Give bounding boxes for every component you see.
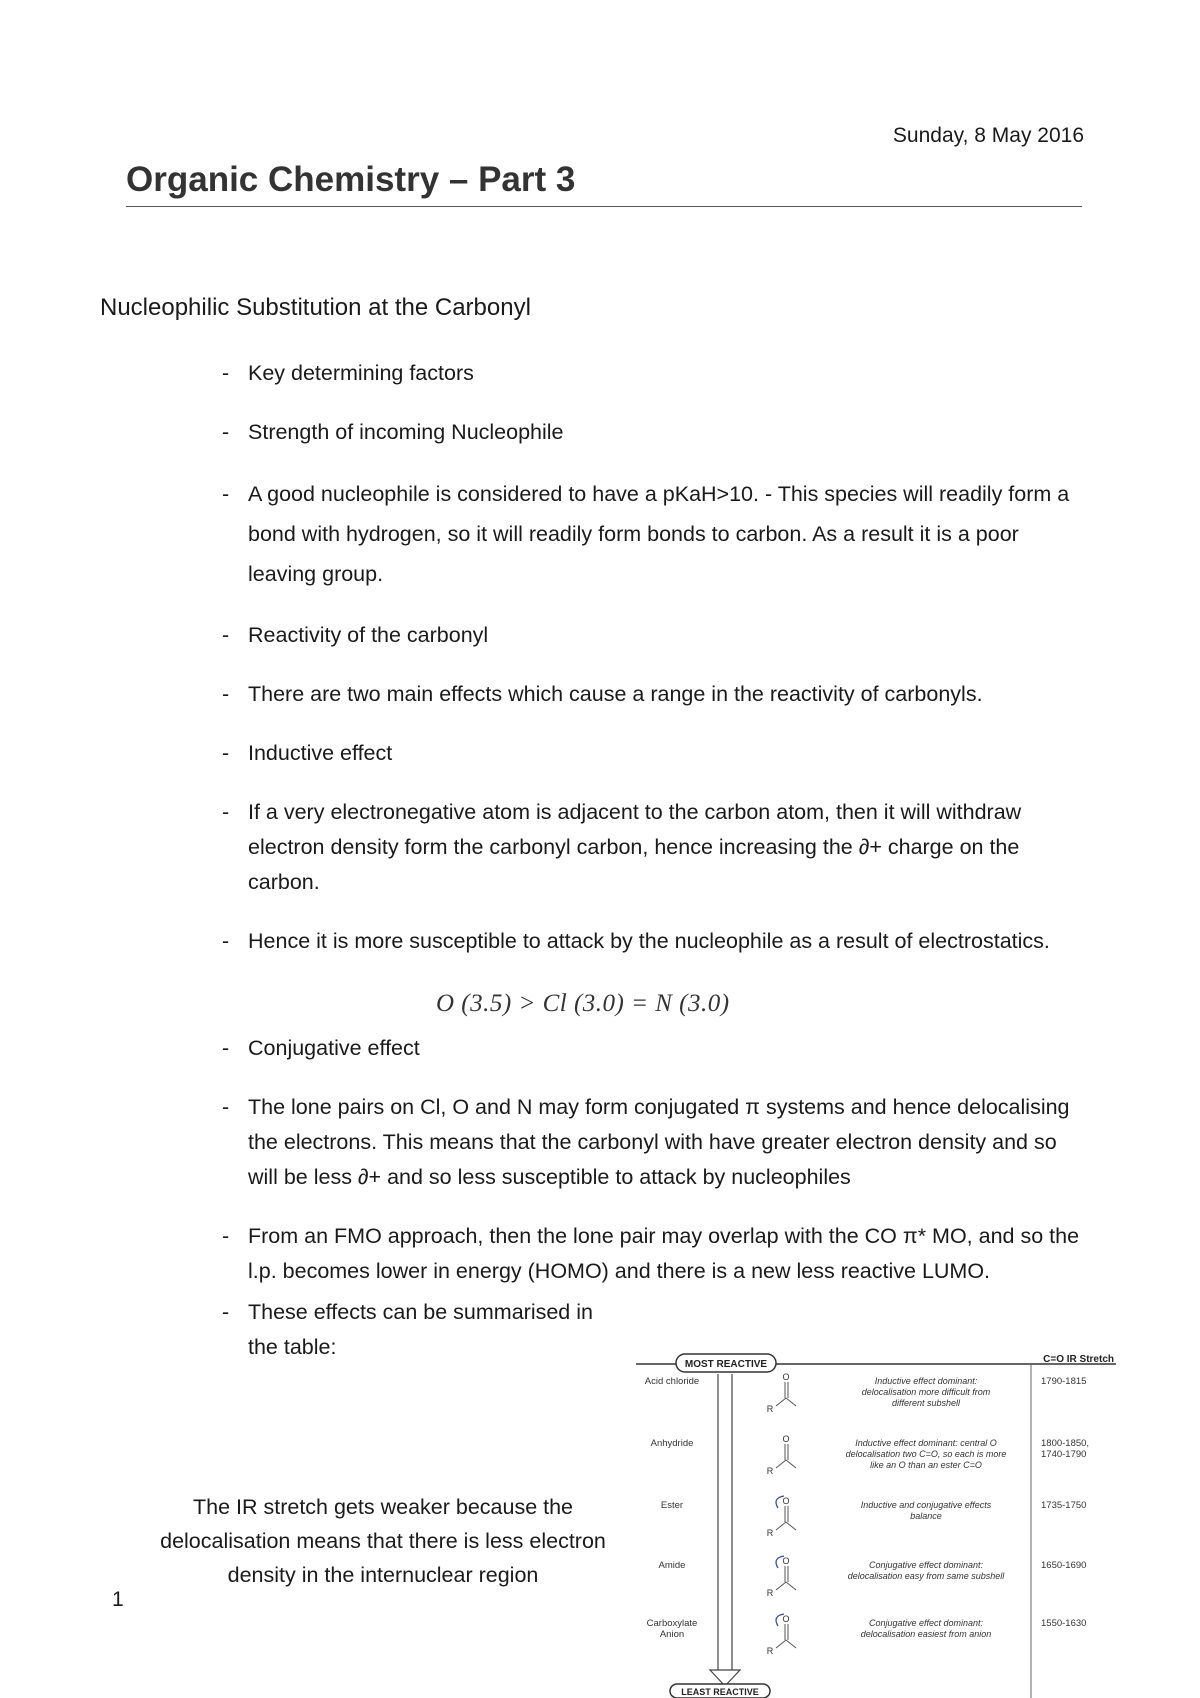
molecule-bond	[776, 1398, 786, 1406]
molecule-bond	[786, 1582, 796, 1590]
bullet-dash: -	[222, 1095, 230, 1119]
bullet-dash: -	[222, 1224, 230, 1248]
bullet-text: These effects can be summarised in the table:	[248, 1300, 593, 1359]
bullet-dash: -	[222, 420, 230, 444]
bullet-dash: -	[222, 1036, 230, 1060]
bullet-dash: -	[222, 623, 230, 647]
molecule-atom: O	[782, 1372, 790, 1382]
page-number: 1	[112, 1588, 124, 1611]
bullet-text: There are two main effects which cause a range in the reactivity of carbonyls.	[248, 682, 983, 706]
molecule-bond	[776, 1460, 786, 1468]
table-row-ir: 1550-1630	[1041, 1618, 1087, 1629]
bullet-item	[222, 1090, 1082, 1195]
bullet-text: Conjugative effect	[248, 1036, 420, 1060]
table-row-effect: like an O than an ester C=O	[870, 1460, 982, 1470]
bullet-text: If a very electronegative atom is adjacent to the carbon atom, then it will withdraw electron density form the carbonyl carbon, hence increasing the ∂+ charge on the carbon.	[248, 800, 1022, 894]
bullet-dash: -	[222, 482, 230, 506]
bullet-dash: -	[222, 800, 230, 824]
bullet-dash: -	[222, 741, 230, 765]
bullet-text: Strength of incoming Nucleophile	[248, 420, 564, 444]
bullet-text: Hence it is more susceptible to attack by the nucleophile as a result of electrostatics.	[248, 929, 1050, 953]
molecule-atom: R	[766, 1466, 774, 1476]
molecule-bond	[786, 1640, 796, 1648]
page-title: Organic Chemistry – Part 3	[126, 160, 1082, 207]
bullet-dash: -	[222, 361, 230, 385]
electronegativity-equation: O (3.5) > Cl (3.0) = N (3.0)	[436, 990, 730, 1017]
bullet-item	[222, 677, 1082, 712]
molecule-atom: O	[782, 1614, 790, 1624]
bullet-text: Key determining factors	[248, 361, 474, 385]
bullet-text: Inductive effect	[248, 741, 393, 765]
table-row-name: Amide	[658, 1560, 686, 1571]
least-reactive-label: LEAST REACTIVE	[681, 1687, 759, 1697]
molecule-atom: R	[766, 1646, 774, 1656]
molecule-bond	[786, 1460, 796, 1468]
bullet-item	[222, 415, 1082, 450]
bullet-item	[222, 1295, 628, 1365]
ir-column-header: C=O IR Stretch	[1043, 1354, 1114, 1365]
table-row-name: Anhydride	[650, 1438, 694, 1449]
carbonyl-reactivity-table	[636, 1352, 1116, 1698]
section-heading: Nucleophilic Substitution at the Carbonyl	[100, 294, 531, 321]
table-row-name: Carboxylate	[646, 1618, 698, 1629]
bullet-dash: -	[222, 929, 230, 953]
bullet-item	[222, 474, 1082, 594]
bullet-text: Reactivity of the carbonyl	[248, 623, 489, 647]
table-row-name: Ester	[660, 1500, 684, 1511]
table-row-name: Anion	[659, 1629, 685, 1640]
table-row-name: Acid chloride	[644, 1376, 700, 1387]
molecule-atom: O	[782, 1434, 790, 1444]
table-row-effect: balance	[910, 1511, 942, 1521]
molecule-bond	[776, 1640, 786, 1648]
most-reactive-label: MOST REACTIVE	[684, 1359, 768, 1370]
table-row-effect: Inductive effect dominant:	[874, 1376, 978, 1386]
table-row-ir: 1740-1790	[1041, 1449, 1087, 1460]
molecule-bond	[786, 1522, 796, 1530]
table-row-effect: delocalisation easiest from anion	[860, 1629, 992, 1639]
table-row-effect: Inductive effect dominant: central O	[855, 1438, 997, 1448]
bullet-text: The lone pairs on Cl, O and N may form conjugated π systems and hence delocalising the electrons. This means that the carbonyl with have greater electron density and so will be less ∂+ and so less susceptible to attack by nucleophiles	[248, 1095, 1070, 1189]
table-row-ir: 1650-1690	[1041, 1560, 1087, 1571]
table-row-effect: Conjugative effect dominant:	[868, 1560, 984, 1570]
bullet-text: A good nucleophile is considered to have a pKaH>10. - This species will readily form a bond with hydrogen, so it will readily form bonds to carbon. As a result it is a poor leaving group.	[248, 482, 1070, 586]
bullet-item	[222, 1219, 1082, 1289]
molecule-atom: O	[782, 1556, 790, 1566]
table-row-effect: delocalisation two C=O, so each is more	[845, 1449, 1007, 1459]
table-row-effect: Conjugative effect dominant:	[868, 1618, 984, 1628]
molecule-atom: R	[766, 1528, 774, 1538]
bullet-item	[222, 795, 1082, 900]
bullet-text: From an FMO approach, then the lone pair may overlap with the CO π* MO, and so the l.p. becomes lower in energy (HOMO) and there is a new less reactive LUMO.	[248, 1224, 1080, 1283]
bullet-item	[222, 1031, 1082, 1066]
table-row-effect: Inductive and conjugative effects	[860, 1500, 992, 1510]
molecule-bond	[776, 1582, 786, 1590]
table-row-effect: different subshell	[891, 1398, 961, 1408]
bullet-item	[222, 356, 1082, 391]
molecule-bond	[776, 1522, 786, 1530]
table-row-ir: 1735-1750	[1041, 1500, 1087, 1511]
table-row-ir: 1790-1815	[1041, 1376, 1087, 1387]
bullet-dash: -	[222, 682, 230, 706]
molecule-bond	[786, 1398, 796, 1406]
bullet-item	[222, 736, 1082, 771]
ir-stretch-note: The IR stretch gets weaker because the delocalisation means that there is less electron density in the internuclear region	[160, 1495, 606, 1587]
molecule-atom: O	[782, 1496, 790, 1506]
molecule-atom: R	[766, 1588, 774, 1598]
bullet-item	[222, 924, 1082, 959]
bullet-dash: -	[222, 1300, 230, 1324]
bullet-item	[222, 618, 1082, 653]
table-row-ir: 1800-1850,	[1041, 1438, 1090, 1449]
molecule-atom: R	[766, 1404, 774, 1414]
table-row-effect: delocalisation more difficult from	[861, 1387, 991, 1397]
bullet-list	[222, 356, 1082, 1365]
date: Sunday, 8 May 2016	[892, 124, 1084, 147]
table-row-effect: delocalisation easy from same subshell	[847, 1571, 1005, 1581]
